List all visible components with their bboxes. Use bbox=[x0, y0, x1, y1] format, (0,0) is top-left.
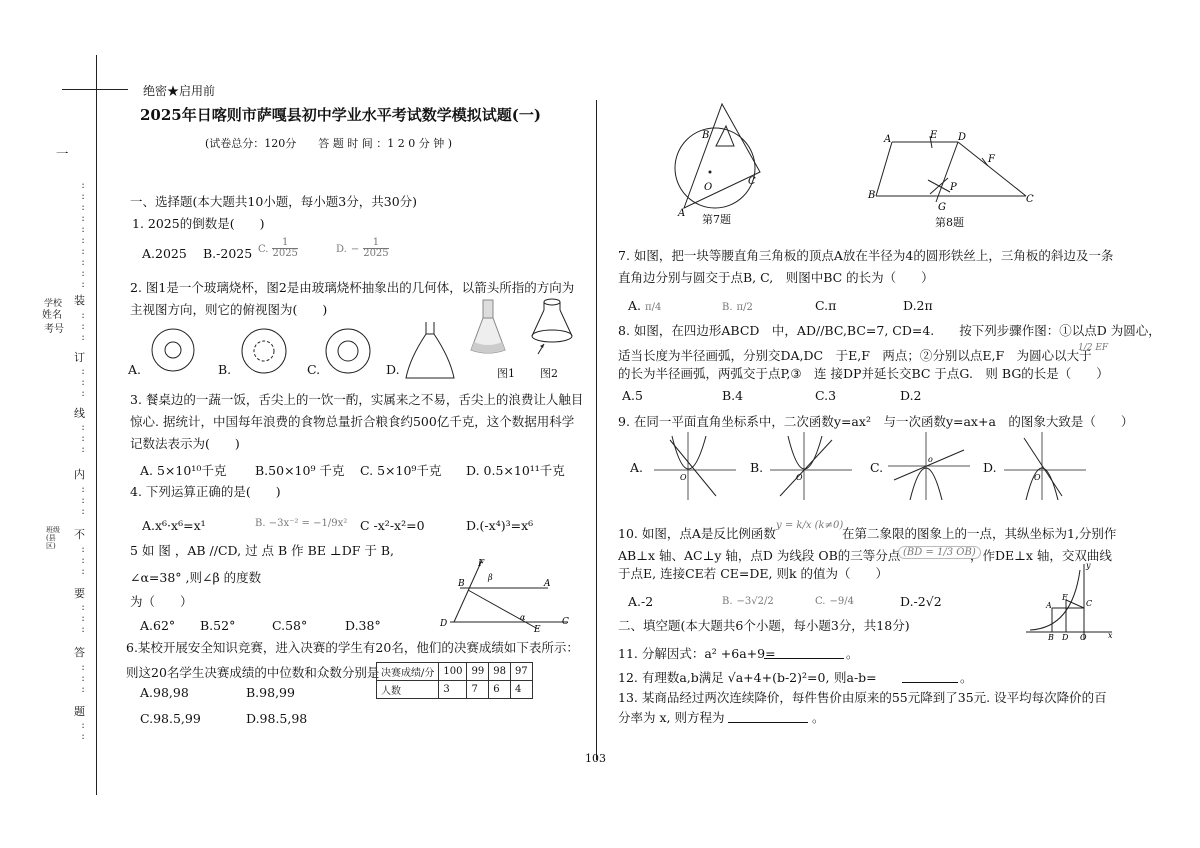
svg-text:G: G bbox=[938, 202, 946, 213]
q8-stem-line2: 适当长度为半径画弧，分别交DA,DC 于E,F 两点；②分别以点E,F 为圆心以大于 bbox=[618, 348, 1092, 363]
q1-option-c: C. $\frac{1}{2025}$ bbox=[258, 237, 298, 259]
q9-option-d: D. bbox=[983, 460, 997, 475]
table-cell: 决赛成绩/分 bbox=[377, 663, 439, 681]
q7-option-b: B. π/2 bbox=[722, 302, 753, 313]
binding-label-1: 装 bbox=[74, 294, 85, 307]
q1-option-b: B.-2025 bbox=[203, 246, 253, 261]
q8-option-d: D.2 bbox=[900, 388, 922, 403]
svg-text:O: O bbox=[680, 473, 687, 482]
svg-text:A: A bbox=[678, 208, 686, 219]
svg-text:o: o bbox=[928, 455, 933, 464]
table-row bbox=[377, 681, 533, 699]
svg-text:B: B bbox=[1048, 633, 1054, 642]
svg-text:C: C bbox=[1026, 194, 1034, 205]
q10-figure bbox=[1022, 560, 1118, 642]
q4-stem: 4. 下列运算正确的是( ) bbox=[130, 484, 281, 499]
svg-text:B: B bbox=[702, 130, 710, 141]
q12-stem-cont: 则a-b= bbox=[834, 670, 877, 685]
svg-text:E: E bbox=[534, 625, 541, 635]
q5-option-d: D.38° bbox=[345, 618, 381, 633]
q10-stem-line1-cont: 在第二象限的图象上的一点，其纵坐标为1,分别作 bbox=[842, 526, 1117, 541]
q12-answer-blank[interactable] bbox=[902, 682, 958, 683]
q6-option-c: C.98.5,99 bbox=[140, 711, 201, 726]
table-cell: 97 bbox=[510, 663, 532, 681]
q1-stem: 1. 2025的倒数是( ) bbox=[132, 216, 265, 231]
q3-option-d: D. 0.5×10¹¹千克 bbox=[466, 463, 565, 478]
header-rule bbox=[62, 89, 128, 90]
q9-option-b: B. bbox=[750, 460, 764, 475]
svg-text:α: α bbox=[520, 613, 526, 622]
page-subtitle: (试卷总分：120分 答 题 时 间 ：1 2 0 分 钟 ) bbox=[205, 137, 453, 150]
q6-stem-line1: 6.某校开展安全知识竞赛，进入决赛的学生有20名，他们的决赛成绩如下表所示： bbox=[126, 640, 579, 655]
binding-dots-6: : : : bbox=[81, 544, 85, 577]
q12-period: 。 bbox=[960, 670, 973, 685]
svg-text:O: O bbox=[704, 182, 713, 193]
field-school: 学校 bbox=[44, 299, 63, 309]
svg-text:O: O bbox=[1080, 633, 1087, 642]
q5-option-a: A.62° bbox=[140, 618, 176, 633]
q2-fig2-label: 图2 bbox=[540, 367, 558, 380]
svg-text:O: O bbox=[1034, 473, 1041, 482]
q3-option-c: C. 5×10⁹千克 bbox=[360, 463, 442, 478]
svg-text:D: D bbox=[958, 132, 967, 143]
binding-dots-2: : : : bbox=[81, 310, 85, 343]
page-title: 2025年日喀则市萨嘎县初中学业水平考试数学模拟试题(一) bbox=[140, 106, 541, 124]
q2-figure-a bbox=[148, 327, 198, 377]
svg-text:F: F bbox=[478, 559, 485, 569]
q6-option-b: B.98,99 bbox=[246, 685, 295, 700]
q1-option-d: D. − $\frac{1}{2025}$ bbox=[336, 237, 389, 259]
q5-stem-line3: 为（ ） bbox=[130, 594, 193, 609]
q4-option-d: D.(-x⁴)³=x⁶ bbox=[466, 518, 534, 533]
q3-stem-line1: 3. 餐桌边的一蔬一饭，舌尖上的一饮一酌，实属来之不易，舌尖上的浪费让人触目 bbox=[130, 392, 584, 407]
field-name: 姓名 bbox=[42, 310, 62, 321]
q9-option-a: A. bbox=[630, 460, 644, 475]
q11-stem: 11. 分解因式：a² +6a+9= bbox=[618, 646, 776, 661]
page-number: 103 bbox=[585, 752, 606, 765]
table-row bbox=[377, 663, 533, 681]
binding-mark: 一 bbox=[56, 146, 69, 161]
q9-graph-c bbox=[884, 430, 974, 502]
svg-text:B: B bbox=[458, 579, 465, 589]
svg-text:E: E bbox=[930, 130, 938, 141]
svg-text:β: β bbox=[488, 573, 493, 582]
q5-option-b: B.52° bbox=[200, 618, 236, 633]
svg-text:D: D bbox=[1062, 633, 1069, 642]
q11-answer-blank[interactable] bbox=[764, 658, 844, 659]
q7-option-a: A. π/4 bbox=[628, 298, 662, 313]
binding-label-3: 线 bbox=[74, 407, 85, 420]
table-cell: 4 bbox=[510, 681, 532, 699]
q6-stem-line2: 则这20名学生决赛成绩的中位数和众数分别是 bbox=[126, 665, 380, 680]
q3-stem-line2: 惊心. 据统计，中国每年浪费的食物总量折合粮食约500亿千克，这个数据用科学 bbox=[130, 414, 575, 429]
q8-stem-line3: 的长为半径画弧，两弧交于点P,③ 连 接DP并延长交BC 于点G. 则 BG的长是（ ） bbox=[618, 366, 1109, 381]
binding-label-6: 要 bbox=[74, 587, 85, 600]
binding-label-7: 答 bbox=[74, 646, 85, 659]
secret-label: 绝密★启用前 bbox=[143, 84, 216, 98]
svg-text:D: D bbox=[440, 619, 448, 629]
q7-stem-line2: 直角边分别与圆交于点B, C, 则图中BC 的长为（ ） bbox=[618, 270, 934, 285]
q6-option-a: A.98,98 bbox=[140, 685, 189, 700]
q6-option-d: D.98.5,98 bbox=[246, 711, 308, 726]
q8-option-c: C.3 bbox=[815, 388, 837, 403]
q2-stem-line1: 2. 图1是一个玻璃烧杯，图2是由玻璃烧杯抽象出的几何体，以箭头所指的方向为 bbox=[130, 280, 575, 295]
q10-option-c: C. −9/4 bbox=[815, 596, 854, 607]
binding-dots-9: : : bbox=[81, 720, 85, 742]
q10-function: y = k/x (k≠0) bbox=[776, 520, 844, 531]
q8-option-a: A.5 bbox=[622, 388, 643, 403]
q1-option-a: A.2025 bbox=[142, 246, 187, 261]
table-cell: 3 bbox=[439, 681, 467, 699]
q8-option-b: B.4 bbox=[722, 388, 744, 403]
svg-text:A: A bbox=[544, 579, 551, 589]
binding-dots-7: : : : bbox=[81, 602, 85, 635]
q2-geometric-solid bbox=[528, 296, 576, 358]
binding-dots-3: : : : bbox=[81, 366, 85, 399]
q9-graph-d bbox=[1000, 430, 1090, 502]
q2-fig1-label: 图1 bbox=[497, 367, 515, 380]
q10-stem-line2-cont: ，作DE⊥x 轴，交双曲线 bbox=[970, 548, 1112, 563]
column-divider bbox=[596, 100, 597, 760]
q7-figure-label: 第7题 bbox=[702, 213, 731, 226]
svg-text:P: P bbox=[950, 182, 957, 193]
q4-option-a: A.x⁶·x⁶=x¹ bbox=[142, 518, 206, 533]
q13-stem-line1: 13. 某商品经过两次连续降价，每件售价由原来的55元降到了35元. 设平均每次降价的百 bbox=[618, 690, 1107, 705]
q7-option-c: C.π bbox=[815, 298, 837, 313]
q8-figure bbox=[862, 126, 1038, 212]
svg-text:x: x bbox=[1108, 631, 1113, 640]
svg-text:B: B bbox=[868, 190, 876, 201]
svg-text:C: C bbox=[748, 176, 756, 187]
field-number: 考号 bbox=[44, 324, 64, 335]
q4-option-b: B. −3x⁻² = −1/9x² bbox=[255, 518, 348, 529]
q10-stem-line1: 10. 如图，点A是反比例函数 bbox=[618, 526, 776, 541]
q2-stem-line2: 主视图方向，则它的俯视图为( ) bbox=[130, 302, 328, 317]
table-cell: 6 bbox=[489, 681, 511, 699]
svg-text:E: E bbox=[1062, 593, 1068, 602]
q10-bd-condition: (BD = 1/3 OB) bbox=[898, 546, 981, 559]
q2-beaker-photo bbox=[468, 298, 508, 358]
binding-label-8: 题 bbox=[74, 705, 85, 718]
q2-figure-d-flask bbox=[400, 318, 460, 380]
q2-option-a: A. bbox=[128, 362, 142, 377]
binding-dots-5: : : : bbox=[81, 484, 85, 517]
q11-period: 。 bbox=[846, 646, 859, 661]
binding-label-4: 内 bbox=[74, 468, 85, 481]
q3-option-b: B.50×10⁹ 千克 bbox=[255, 463, 345, 478]
table-cell: 99 bbox=[467, 663, 489, 681]
table-cell: 100 bbox=[439, 663, 467, 681]
binding-dots-1: : : : : : : : : : : bbox=[81, 180, 85, 290]
q4-option-c: C -x²-x²=0 bbox=[360, 518, 425, 533]
q13-stem-line2: 分率为 x, 则方程为 bbox=[618, 710, 725, 725]
q2-option-b: B. bbox=[218, 362, 232, 377]
q5-option-c: C.58° bbox=[272, 618, 308, 633]
svg-text:O: O bbox=[796, 473, 803, 482]
q8-stem-line1: 8. 如图，在四边形ABCD 中，AD//BC,BC=7, CD=4. 按下列步骤作图：①以点D 为圆心， bbox=[618, 323, 1161, 338]
q5-figure bbox=[440, 556, 576, 634]
table-cell: 7 bbox=[467, 681, 489, 699]
q9-option-c: C. bbox=[870, 460, 884, 475]
q13-period: 。 bbox=[812, 710, 825, 725]
svg-text:y: y bbox=[1086, 561, 1091, 570]
q7-figure bbox=[670, 100, 770, 218]
q10-option-d: D.-2√2 bbox=[900, 594, 942, 609]
q10-option-a: A.-2 bbox=[628, 594, 654, 609]
svg-text:C: C bbox=[1086, 599, 1093, 608]
q12-stem: 12. 有理数a,b满足 √a+4+(b-2)²=0, bbox=[618, 670, 830, 685]
section1-title: 一、选择题(本大题共10小题，每小题3分，共30分) bbox=[130, 194, 418, 209]
q3-option-a: A. 5×10¹⁰千克 bbox=[140, 463, 227, 478]
svg-text:A: A bbox=[1046, 601, 1052, 610]
binding-label-2: 订 bbox=[74, 351, 85, 364]
q7-option-d: D.2π bbox=[903, 298, 933, 313]
q3-stem-line3: 记数法表示为( ) bbox=[130, 436, 240, 451]
table-cell: 人数 bbox=[377, 681, 439, 699]
q2-figure-c bbox=[322, 327, 374, 379]
svg-text:C: C bbox=[562, 617, 569, 627]
q9-graph-b bbox=[766, 430, 856, 502]
binding-dots-4: : : : bbox=[81, 422, 85, 455]
q9-stem: 9. 在同一平面直角坐标系中，二次函数y=ax² 与一次函数y=ax+a 的图象大致是（ ） bbox=[618, 414, 1134, 429]
q2-option-c: C. bbox=[307, 362, 321, 377]
section2-title: 二、填空题(本大题共6个小题，每小题3分，共18分) bbox=[618, 618, 910, 633]
q7-stem-line1: 7. 如图，把一块等腰直角三角板的顶点A放在半径为4的圆形铁丝上，三角板的斜边及一条 bbox=[618, 248, 1114, 263]
q8-half-ef: 1/2 EF bbox=[1078, 343, 1109, 353]
q9-graph-a bbox=[650, 430, 740, 502]
binding-line bbox=[96, 55, 97, 795]
q2-figure-b bbox=[238, 327, 290, 379]
binding-label-5: 不 bbox=[74, 528, 85, 541]
q10-option-b: B. −3√2/2 bbox=[722, 596, 774, 607]
svg-text:A: A bbox=[884, 134, 892, 145]
q10-stem-line2: AB⊥x 轴、AC⊥y 轴，点D 为线段 OB的三等分点 bbox=[618, 548, 901, 563]
field-class: 班级(县区) bbox=[46, 526, 60, 550]
q8-figure-label: 第8题 bbox=[935, 216, 964, 229]
q10-stem-line3: 于点E, 连接CE若 CE=DE, 则k 的值为（ ） bbox=[618, 566, 889, 581]
binding-dots-8: : : : bbox=[81, 662, 85, 695]
q5-stem-line1: 5 如 图 ，AB //CD, 过 点 B 作 BE ⊥DF 于 B, bbox=[130, 543, 394, 558]
q5-stem-line2: ∠α=38° ,则∠β 的度数 bbox=[130, 570, 262, 585]
q2-option-d: D. bbox=[386, 362, 400, 377]
q6-score-table bbox=[376, 662, 533, 699]
table-cell: 98 bbox=[489, 663, 511, 681]
q13-answer-blank[interactable] bbox=[728, 722, 808, 723]
svg-text:F: F bbox=[988, 154, 995, 165]
